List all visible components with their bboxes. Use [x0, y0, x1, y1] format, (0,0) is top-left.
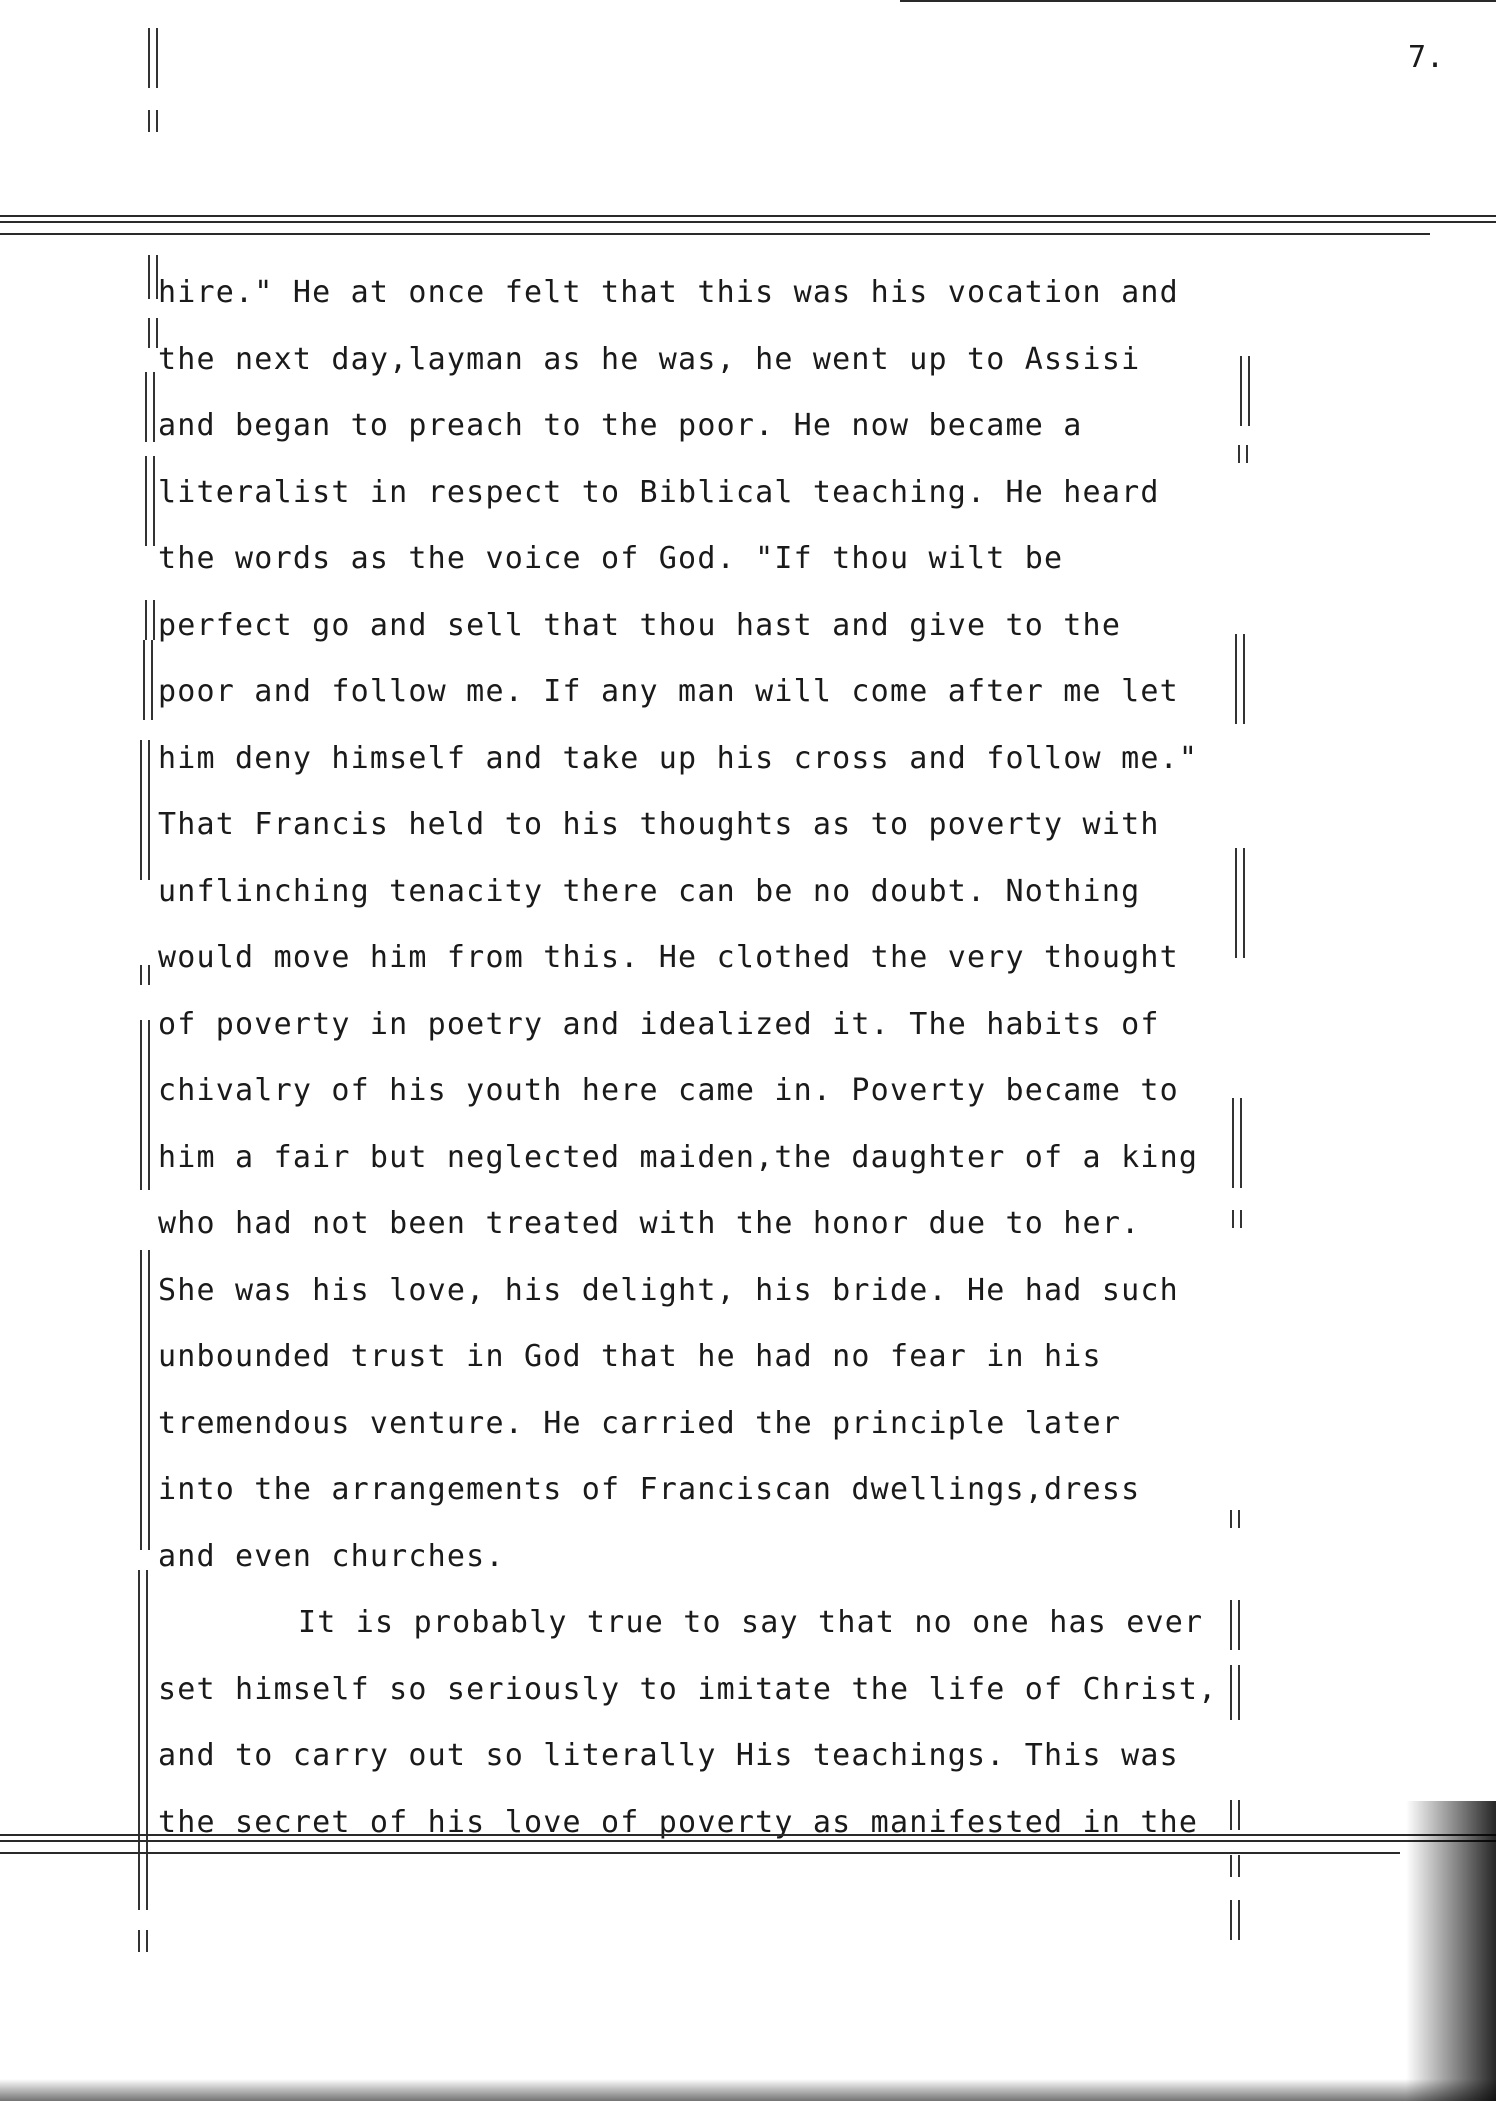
right-margin-bar [1240, 356, 1250, 426]
left-margin-bar [143, 640, 153, 720]
text-line: into the arrangements of Franciscan dwellings,dress [158, 1472, 1141, 1507]
left-margin-bar [140, 1250, 150, 1550]
text-line: poor and follow me. If any man will come after me let [158, 674, 1179, 709]
text-line: That Francis held to his thoughts as to poverty with [158, 807, 1160, 842]
header-rule [900, 0, 1496, 2]
text-line: the next day,layman as he was, he went up to Assisi [158, 341, 1141, 377]
left-margin-bar [140, 965, 150, 985]
text-line: chivalry of his youth here came in. Poverty became to [158, 1073, 1179, 1108]
text-line: tremendous venture. He carried the principle later [158, 1405, 1122, 1441]
text-line: unbounded trust in God that he had no fear in his [158, 1339, 1102, 1374]
left-margin-bar [140, 740, 150, 880]
left-margin-bar [138, 1930, 148, 1952]
scan-edge-shadow [1406, 1801, 1496, 2101]
left-margin-bar [145, 600, 155, 640]
text-line: and began to preach to the poor. He now became a [158, 408, 1083, 443]
text-line: would move him from this. He clothed the very thought [158, 940, 1179, 975]
text-line: him a fair but neglected maiden,the daughter of a king [158, 1139, 1199, 1175]
text-line: unflinching tenacity there can be no doubt. Nothing [158, 873, 1141, 909]
scan-bottom-shadow [0, 2079, 1496, 2101]
left-margin-bar [148, 110, 158, 132]
left-margin-bar [148, 255, 158, 299]
text-line: perfect go and sell that thou hast and give to the [158, 607, 1122, 643]
text-line: and even churches. [158, 1538, 505, 1574]
left-margin-bar [145, 456, 155, 546]
body-text [158, 260, 1238, 1856]
text-line-paragraph-start: It is probably true to say that no one has ever [298, 1605, 1204, 1640]
top-rule-lower [0, 233, 1430, 235]
top-rule-upper [0, 215, 1496, 223]
left-margin-bar [148, 318, 158, 348]
left-margin-bar [140, 1020, 150, 1190]
text-line: and to carry out so literally His teachings. This was [158, 1738, 1179, 1773]
page-number: 7. [1408, 40, 1445, 75]
left-margin-bar [145, 372, 155, 442]
left-margin-bar [138, 1570, 148, 1910]
text-line: who had not been treated with the honor due to her. [158, 1206, 1141, 1241]
bottom-rule-lower [0, 1852, 1400, 1854]
text-line: the words as the voice of God. "If thou wilt be [158, 541, 1064, 576]
text-line: him deny himself and take up his cross and follow me." [158, 740, 1199, 776]
right-margin-bar [1238, 445, 1248, 463]
text-line: literalist in respect to Biblical teaching. He heard [158, 474, 1160, 510]
right-margin-bar [1230, 1855, 1240, 1877]
left-margin-bar [148, 28, 158, 88]
right-margin-bar [1230, 1900, 1240, 1940]
text-line: the secret of his love of poverty as manifested in the [158, 1804, 1199, 1840]
text-line: She was his love, his delight, his bride. He had such [158, 1272, 1179, 1308]
bottom-rule-upper [0, 1834, 1496, 1842]
text-line: set himself so seriously to imitate the life of Christ, [158, 1671, 1218, 1707]
text-line: of poverty in poetry and idealized it. The habits of [158, 1006, 1160, 1042]
text-line: hire." He at once felt that this was his vocation and [158, 275, 1179, 310]
